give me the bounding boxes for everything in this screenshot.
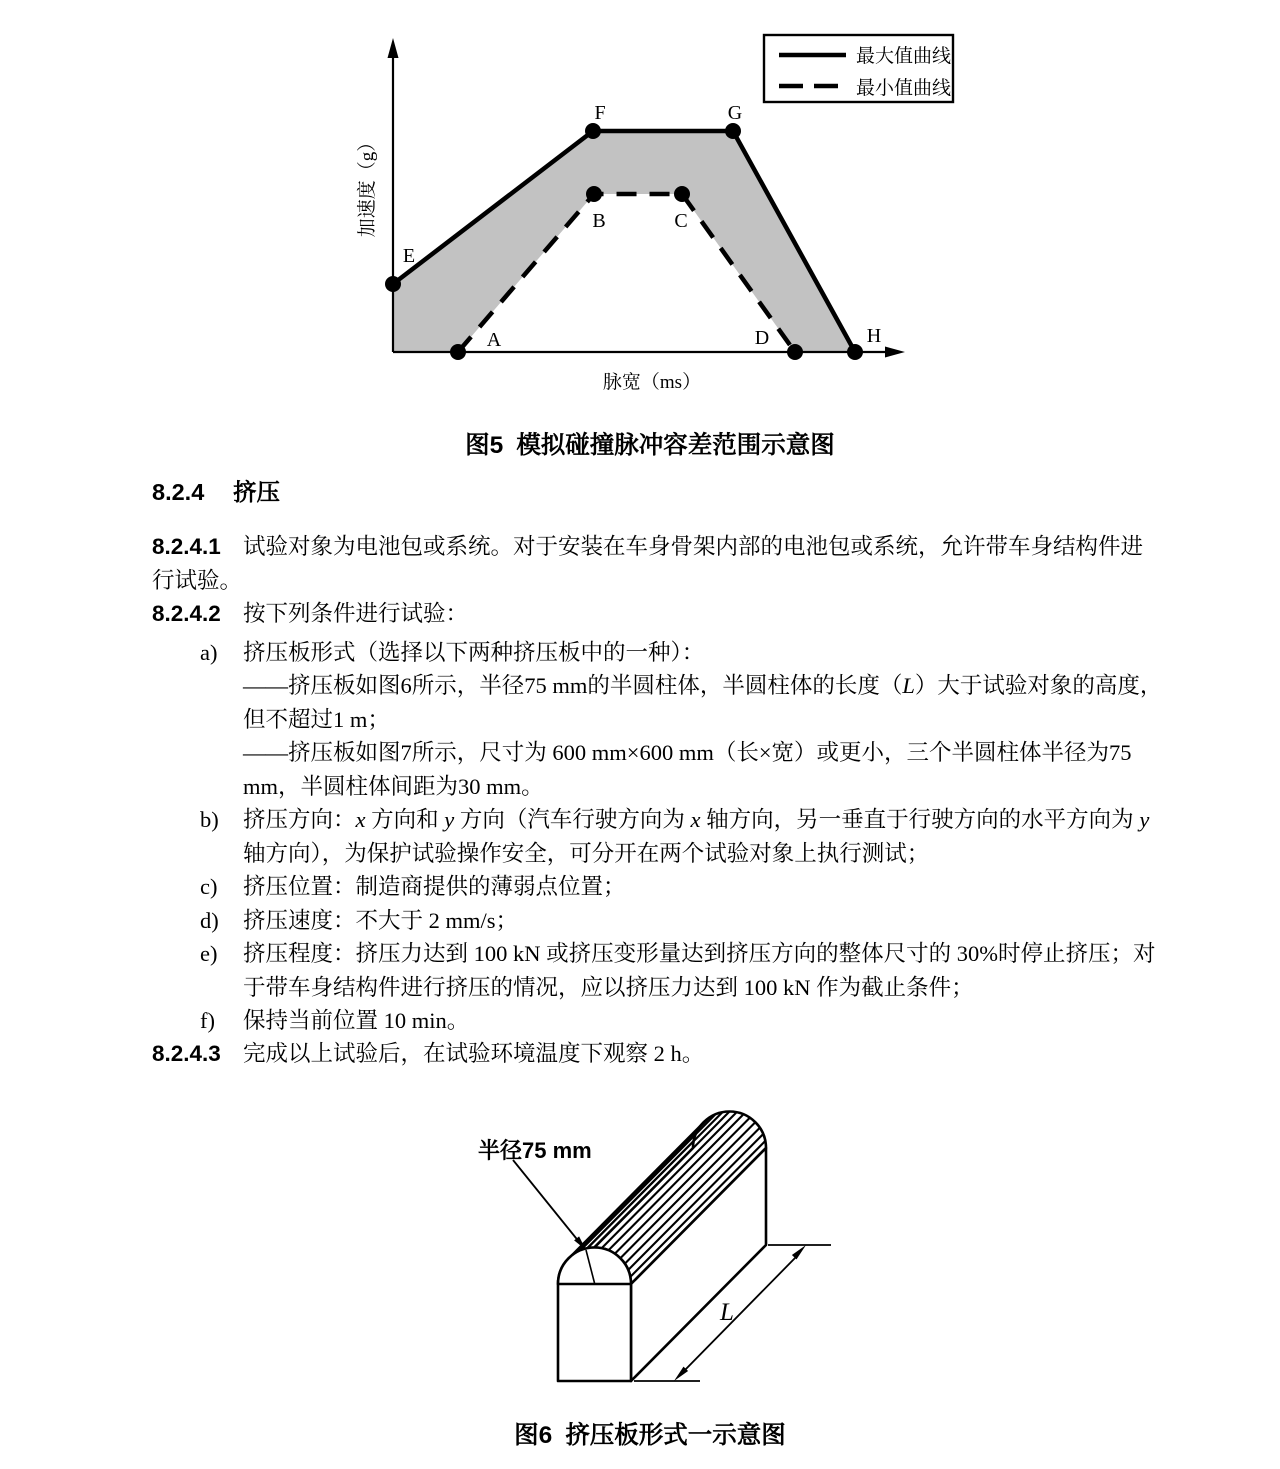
clause-8-2-4-2-number: 8.2.4.2	[152, 601, 221, 626]
y-axis-arrow-icon	[388, 38, 399, 58]
figure5-caption	[20, 426, 1280, 461]
clause-8-2-4-1-text-cont: 行试验。	[152, 568, 243, 593]
list-item-e-line1	[200, 940, 1156, 968]
b-variable-y1: y	[444, 807, 455, 832]
list-item-d-text: 挤压速度：不大于 2 mm/s；	[243, 908, 519, 933]
list-item-f	[200, 1007, 469, 1035]
list-item-a-dash1-line2	[243, 706, 390, 734]
legend	[764, 35, 953, 102]
point-label-f: F	[594, 102, 606, 124]
b-seg2: 方向和	[365, 807, 445, 832]
clause-8-2-4-1-line1	[152, 533, 1143, 561]
b-variable-x1: x	[355, 807, 366, 832]
list-item-d-label: d)	[200, 908, 219, 933]
point-label-c: C	[674, 210, 688, 232]
figure5-chart	[330, 20, 970, 410]
list-item-b-label: b)	[200, 807, 219, 832]
figure6-diagram	[430, 1090, 910, 1420]
figure6-caption-number: 图6	[514, 1422, 553, 1449]
b-variable-y2: y	[1139, 807, 1150, 832]
radius-label: 半径75 mm	[478, 1138, 592, 1163]
clause-8-2-4-title: 挤压	[233, 479, 280, 505]
list-item-c-text: 挤压位置：制造商提供的薄弱点位置；	[243, 874, 626, 899]
b-seg4: 轴方向，另一垂直于行驶方向的水平方向为	[700, 807, 1140, 832]
list-item-b-line1	[200, 806, 1149, 834]
b-seg1: 挤压方向：	[243, 807, 356, 832]
list-item-e-text: 挤压程度：挤压力达到 100 kN 或挤压变形量达到挤压方向的整体尺寸的 30%时停止挤压；对	[243, 941, 1156, 966]
clause-8-2-4-number: 8.2.4	[152, 479, 205, 505]
dimension-arrow-upper-icon	[792, 1245, 806, 1259]
list-item-a-dash1-line1	[243, 672, 1162, 700]
list-item-b-line2	[243, 840, 929, 868]
list-item-a	[200, 639, 704, 667]
list-item-c-label: c)	[200, 874, 218, 899]
dash1-text-post: ）大于试验对象的高度，	[914, 673, 1163, 698]
dash2-text-line2: mm，半圆柱体间距为30 mm。	[243, 774, 544, 799]
list-item-c	[200, 873, 626, 901]
dash1-variable-L: L	[902, 673, 915, 698]
point-label-e: E	[402, 245, 416, 267]
clause-8-2-4-3-text: 完成以上试验后，在试验环境温度下观察 2 h。	[243, 1041, 705, 1066]
legend-max-label: 最大值曲线	[856, 46, 952, 67]
front-face	[558, 1248, 631, 1382]
b-variable-x2: x	[690, 807, 701, 832]
point-label-h: H	[866, 325, 882, 347]
point-label-d: D	[754, 327, 770, 349]
y-axis-label: 加速度（g）	[357, 132, 378, 238]
figure6-caption	[20, 1416, 1280, 1451]
list-item-a-text: 挤压板形式（选择以下两种挤压板中的一种）：	[243, 640, 705, 665]
e-text-cont: 于带车身结构件进行挤压的情况，应以挤压力达到 100 kN 作为截止条件；	[243, 975, 974, 1000]
list-item-a-dash2-line1	[243, 739, 1132, 767]
point-label-a: A	[486, 329, 502, 351]
clause-8-2-4-3-line	[152, 1040, 704, 1068]
x-axis-label: 脉宽（ms）	[602, 372, 702, 393]
list-item-d	[200, 907, 518, 935]
clause-8-2-4-1-line2	[152, 567, 242, 595]
legend-min-label: 最小值曲线	[856, 78, 952, 99]
list-item-a-label: a)	[200, 640, 218, 665]
tolerance-band	[393, 131, 855, 352]
list-item-f-text: 保持当前位置 10 min。	[243, 1008, 470, 1033]
x-axis-arrow-icon	[885, 347, 905, 358]
figure5-caption-text: 模拟碰撞脉冲容差范围示意图	[516, 432, 835, 459]
list-item-f-label: f)	[200, 1008, 215, 1033]
clause-8-2-4-heading	[152, 478, 280, 507]
figure6-caption-text: 挤压板形式一示意图	[565, 1422, 786, 1449]
b-text-cont: 轴方向），为保护试验操作安全，可分开在两个试验对象上执行测试；	[243, 841, 930, 866]
clause-8-2-4-1-text: 试验对象为电池包或系统。对于安装在车身骨架内部的电池包或系统，允许带车身结构件进	[243, 534, 1144, 559]
list-item-e-label: e)	[200, 941, 218, 966]
clause-8-2-4-2-text: 按下列条件进行试验：	[243, 601, 469, 626]
list-item-e-line2	[243, 974, 974, 1002]
length-label: L	[720, 1299, 734, 1326]
b-seg3: 方向（汽车行驶方向为	[454, 807, 691, 832]
figure5-caption-number: 图5	[465, 432, 504, 459]
clause-8-2-4-2-line	[152, 600, 468, 628]
dash1-text-cont: 但不超过1 m；	[243, 707, 390, 732]
point-label-b: B	[592, 210, 606, 232]
clause-8-2-4-1-number: 8.2.4.1	[152, 534, 221, 559]
dash2-text-line1: ——挤压板如图7所示，尺寸为 600 mm×600 mm（长×宽）或更小，三个半圆柱体半径为75	[243, 740, 1132, 765]
list-item-a-dash2-line2	[243, 773, 544, 801]
dash1-text-pre: ——挤压板如图6所示，半径75 mm的半圆柱体，半圆柱体的长度（	[243, 673, 903, 698]
clause-8-2-4-3-number: 8.2.4.3	[152, 1041, 221, 1066]
point-label-g: G	[727, 102, 743, 124]
